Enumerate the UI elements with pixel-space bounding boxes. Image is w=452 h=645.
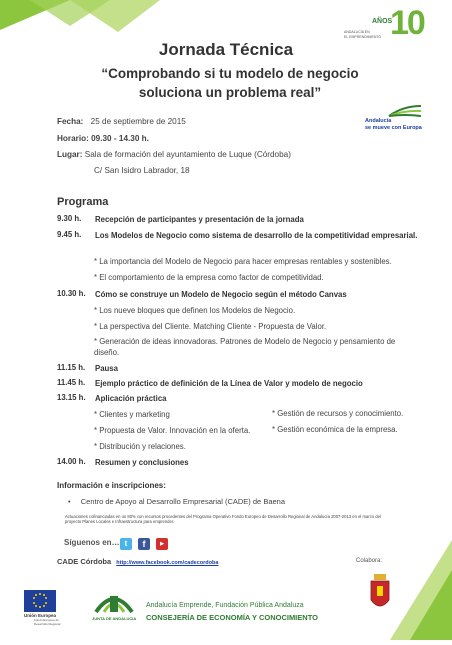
top-left-triangles <box>0 0 160 34</box>
cade-label: CADE Córdoba <box>57 557 112 566</box>
bullet-1315-l1: * Clientes y marketing <box>94 410 170 419</box>
twitter-icon[interactable]: t <box>120 538 132 550</box>
facebook-icon[interactable]: f <box>138 538 150 550</box>
info-item <box>68 497 285 506</box>
bullet-1030-2: * La perspectiva del Cliente. Matching Cliente - Propuesta de Valor. <box>94 322 327 331</box>
bullet-1315-l3: * Distribución y relaciones. <box>94 442 186 451</box>
andalucia-europa-logo <box>363 104 423 134</box>
anos-label: AÑOS <box>372 18 393 25</box>
fecha-row <box>57 117 186 126</box>
cade-row <box>57 557 218 566</box>
andalucia-stripes-icon <box>363 104 423 118</box>
lugar-value: Sala de formación del ayuntamiento de Luque (Córdoba) <box>84 150 291 159</box>
junta-emblem-icon <box>90 586 138 616</box>
footer-line1: Andalucía Emprende, Fundación Pública Andaluza <box>146 602 304 609</box>
top-left-decoration <box>0 0 160 34</box>
page-title: Jornada Técnica <box>158 40 294 59</box>
horario-value: 09.30 - 14.30 h. <box>91 134 149 143</box>
time-1315: 13.15 h. <box>57 393 86 402</box>
item-1145: Ejemplo práctico de definición de la Línea de Valor y modelo de negocio <box>95 379 363 388</box>
fecha-label: Fecha: <box>57 117 84 126</box>
bottom-right-decoration <box>380 540 452 640</box>
time-1115: 11.15 h. <box>57 363 86 372</box>
social-label: Síguenos en… <box>64 538 120 547</box>
time-1145: 11.45 h. <box>57 378 86 387</box>
time-0945: 9.45 h. <box>57 230 82 239</box>
programa-title: Programa <box>57 196 109 208</box>
andalucia-logo-line2: se mueve con Europa <box>365 125 422 131</box>
youtube-icon[interactable]: ▶ <box>156 538 168 550</box>
item-0930: Recepción de participantes y presentación de la jornada <box>95 215 304 224</box>
anos-number: 10 <box>390 4 424 42</box>
address-value: C/ San Isidro Labrador, 18 <box>94 166 190 175</box>
footer-line2: CONSEJERÍA DE ECONOMÍA Y CONOCIMIENTO <box>146 613 318 622</box>
bullet-0945-1: * La importancia del Modelo de Negocio para hacer empresas rentables y sostenibles. <box>94 257 392 266</box>
item-0945: Los Modelos de Negocio como sistema de desarrollo de la competitividad empresarial. <box>95 231 418 240</box>
time-0930: 9.30 h. <box>57 214 82 223</box>
anos-logo <box>340 4 430 44</box>
lugar-row <box>57 150 291 159</box>
eu-stars-icon <box>24 590 56 612</box>
bullet-1315-r1: * Gestión de recursos y conocimiento. <box>272 409 404 418</box>
anos-sub1: ANDALUCÍA EN <box>344 30 370 34</box>
bullet-0945-2: * El comportamiento de la empresa como factor de competitividad. <box>94 273 324 282</box>
item-1115: Pausa <box>95 364 118 373</box>
bullet-1315-r2: * Gestión económica de la empresa. <box>272 425 398 434</box>
eu-label: Unión Europea <box>24 613 57 618</box>
junta-logo <box>90 586 138 626</box>
time-1030: 10.30 h. <box>57 289 86 298</box>
address-row <box>94 166 190 175</box>
schedule <box>57 214 419 474</box>
item-1400: Resumen y conclusiones <box>95 458 189 467</box>
info-item-text: Centro de Apoyo al Desarrollo Empresarial (CADE) de Baena <box>80 497 285 506</box>
fecha-value: 25 de septiembre de 2015 <box>90 117 186 126</box>
facebook-link[interactable]: http://www.facebook.com/cadecordoba <box>116 560 219 566</box>
luque-coat-of-arms-icon <box>370 574 390 612</box>
item-1030: Cómo se construye un Modelo de Negocio según el método Canvas <box>95 290 347 299</box>
time-1400: 14.00 h. <box>57 457 86 466</box>
eu-sublabel: Fondo Europeo de Desarrollo Regional <box>34 618 61 626</box>
lugar-label: Lugar: <box>57 150 83 159</box>
page-subtitle: “Comprobando si tu modelo de negocio soluciona un problema real” <box>101 66 359 100</box>
info-title: Información e inscripciones: <box>57 481 166 490</box>
bullet-1315-l2: * Propuesta de Valor. Innovación en la oferta. <box>94 426 251 435</box>
bullet-1030-1: * Los nueve bloques que definen los Modelos de Negocio. <box>94 306 296 315</box>
andalucia-logo-line1: Andalucía <box>365 118 392 124</box>
junta-label: JUNTA DE ANDALUCIA <box>92 616 137 621</box>
funding-note: Actuaciones cofinanciadas en un 80% con recursos procedentes del Programa Operativo Fondo Europeo de Desarrollo Regional de Andalucía 2007-2013 en el marco del proyecto Planes Locales e Infraestructura para emprender. <box>65 514 381 525</box>
item-1315: Aplicación práctica <box>95 394 167 403</box>
anos-sub2: EL EMPRENDIMIENTO <box>344 35 382 39</box>
horario-row <box>57 134 149 143</box>
horario-label: Horario: <box>57 134 89 143</box>
bullet-dot: • <box>68 497 71 506</box>
coat-of-arms-shape <box>370 574 390 612</box>
bottom-right-triangles <box>380 540 452 640</box>
bullet-1030-3: * Generación de ideas innovadoras. Patrones de Modelo de Negocio y pensamiento de diseño. <box>94 337 396 357</box>
colabora-label: Colabora: <box>356 558 383 564</box>
eu-flag-icon <box>24 590 56 612</box>
